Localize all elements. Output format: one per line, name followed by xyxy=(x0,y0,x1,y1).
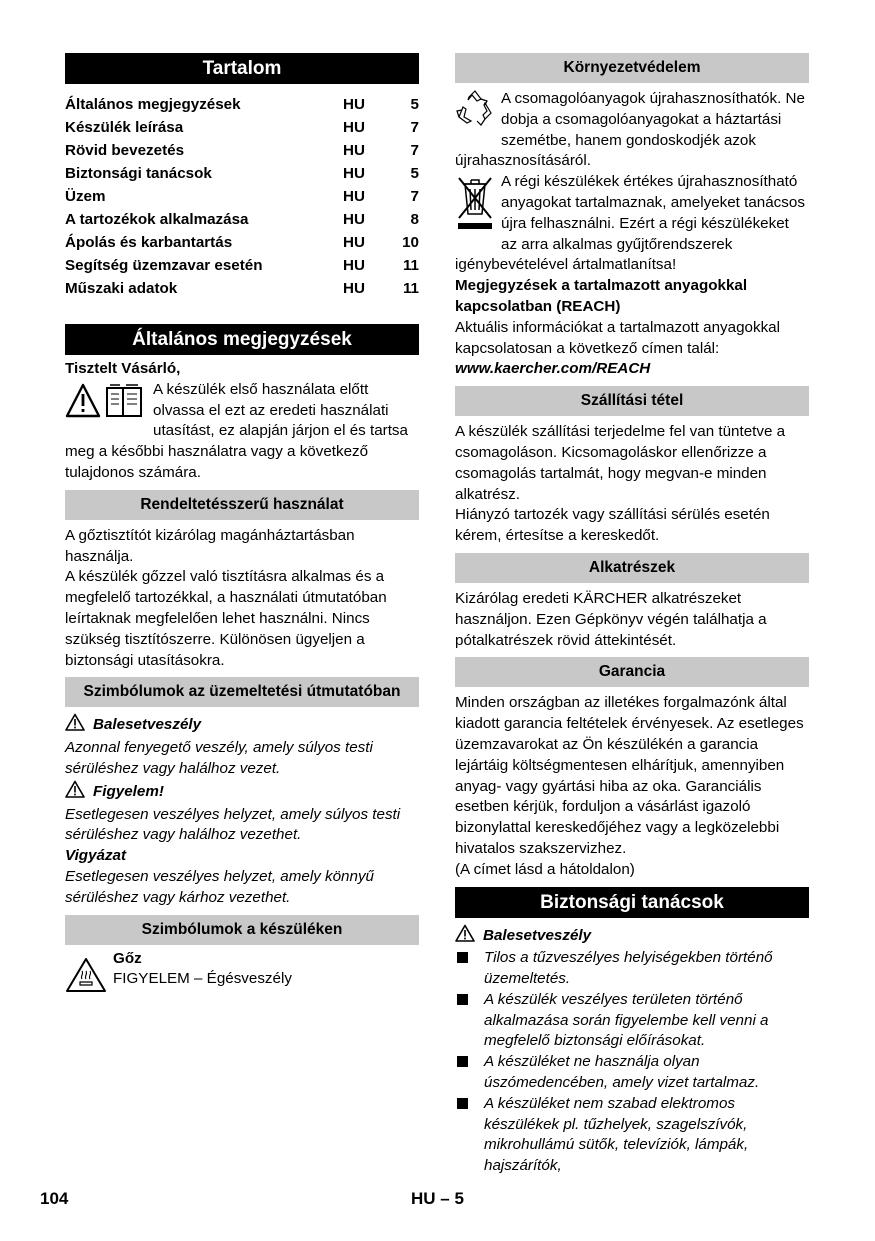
read-manual-icon xyxy=(65,382,147,427)
safety-danger-heading: Balesetveszély xyxy=(455,924,809,949)
toc-page: 5 xyxy=(410,165,419,183)
toc-label: Biztonsági tanácsok xyxy=(65,165,212,183)
section-page: HU – 5 xyxy=(411,1189,464,1208)
general-text: A készülék első használata előtt olvassa el ezt az eredeti használati utasítást, ez alapján járjon el és tartsa meg a későbbi használatra vagy a következő tulajdonos számára. xyxy=(65,380,408,481)
toc-lang: HU xyxy=(343,211,365,229)
toc-row[interactable] xyxy=(65,117,419,140)
toc-lang: HU xyxy=(343,142,365,160)
toc-label: Készülék leírása xyxy=(65,119,184,137)
toc-row[interactable] xyxy=(65,140,419,163)
toc-label: Általános megjegyzések xyxy=(65,96,241,114)
hot-steam-warning-icon xyxy=(65,957,107,1000)
toc-heading: Tartalom xyxy=(65,53,419,84)
right-column xyxy=(455,53,809,1177)
toc-row[interactable] xyxy=(65,278,419,301)
toc-row[interactable] xyxy=(65,94,419,117)
toc-row[interactable] xyxy=(65,209,419,232)
toc-row[interactable] xyxy=(65,186,419,209)
spare-parts-heading: Alkatrészek xyxy=(455,553,809,583)
warning-text: Esetlegesen veszélyes helyzet, amely súlyos testi sérüléshez vagy halálhoz vezethet. xyxy=(65,805,401,844)
steam-label: Gőz xyxy=(113,949,142,967)
environment-heading: Környezetvédelem xyxy=(455,53,809,83)
warranty-address-note: (A címet lásd a hátoldalon) xyxy=(455,860,635,878)
recycle-icon xyxy=(455,89,495,134)
recycle-block xyxy=(455,89,809,172)
steam-symbol-row xyxy=(65,949,419,1000)
warning-triangle-icon xyxy=(455,924,475,949)
intended-use-heading: Rendeltetésszerű használat xyxy=(65,490,419,520)
toc-lang: HU xyxy=(343,119,365,137)
danger-text: Azonnal fenyegető veszély, amely súlyos testi sérüléshez vagy halálhoz vezet. xyxy=(65,739,373,777)
warning-triangle-icon xyxy=(65,713,85,738)
safety-list xyxy=(455,948,809,1177)
warning-heading: Figyelem! xyxy=(65,780,419,805)
left-column xyxy=(65,53,419,999)
symbols-device-heading: Szimbólumok a készüléken xyxy=(65,915,419,945)
toc-row[interactable] xyxy=(65,232,419,255)
toc-lang: HU xyxy=(343,165,365,183)
toc-page: 11 xyxy=(402,280,419,298)
toc-page: 11 xyxy=(402,257,419,275)
caution-heading: Vigyázat xyxy=(65,847,127,865)
toc-lang: HU xyxy=(343,188,365,206)
reach-heading: Megjegyzések a tartalmazott anyagokkal kapcsolatban (REACH) xyxy=(455,277,748,315)
toc-lang: HU xyxy=(343,96,365,114)
weee-block xyxy=(455,172,809,276)
delivery-heading: Szállítási tétel xyxy=(455,386,809,416)
toc-lang: HU xyxy=(343,257,365,275)
toc-row[interactable] xyxy=(65,255,419,278)
toc-label: Ápolás és karbantartás xyxy=(65,234,233,252)
intended-use-p1: A gőztisztítót kizárólag magánháztartásban használja. xyxy=(65,526,355,565)
toc-row[interactable] xyxy=(65,163,419,186)
toc-label: A tartozékok alkalmazása xyxy=(65,211,249,229)
toc-page: 7 xyxy=(410,119,419,137)
warranty-text: Minden országban az illetékes forgalmazónk által kiadott garancia feltételek érvényesek. Az esetleges üzemzavarokat az Ön készülékén a garancia lejártáig költségmentesen elhárítjuk, amennyiben anyag- vagy gyártási hiba az oka. Garanciális esetben kérjük, forduljon a vásárlást igazoló bizonylattal kereskedőjéhez vagy a legközelebbi hivatalos szakszervizhez. xyxy=(455,694,804,857)
weee-text: A régi készülékek értékes újrahasznosítható anyagokat tartalmaznak, amelyeket tanácsos újra felhasználni. Ezért a régi készülékeket az arra alkalmas gyűjtőrendszerek igénybevételével ártalmatlanítsa! xyxy=(455,173,805,274)
general-heading: Általános megjegyzések xyxy=(65,324,419,355)
toc-label: Műszaki adatok xyxy=(65,280,178,298)
general-notice xyxy=(65,380,419,484)
toc-lang: HU xyxy=(343,280,365,298)
caution-text: Esetlegesen veszélyes helyzet, amely könnyű sérüléshez vagy kárhoz vezethet. xyxy=(65,867,374,906)
toc-label: Segítség üzemzavar esetén xyxy=(65,257,263,275)
steam-text: FIGYELEM – Égésveszély xyxy=(113,970,292,988)
spare-parts-text: Kizárólag eredeti KÄRCHER alkatrészeket használjon. Ezen Gépkönyv végén találhatja a pótalkatrészek rövid áttekintését. xyxy=(455,589,767,649)
list-item: A készüléket nem szabad elektromos készülékek pl. tűzhelyek, szagelszívók, mikrohullámú sütők, televíziók, lámpák, hajszárítók, xyxy=(455,1094,809,1177)
toc-label: Üzem xyxy=(65,188,106,206)
greeting: Tisztelt Vásárló, xyxy=(65,360,181,377)
list-item: A készüléket ne használja olyan úszómedencében, amely vizet tartalmaz. xyxy=(455,1052,809,1094)
toc-page: 7 xyxy=(410,142,419,160)
symbols-manual-heading: Szimbólumok az üzemeltetési útmutatóban xyxy=(65,677,419,707)
toc-label: Rövid bevezetés xyxy=(65,142,185,160)
reach-text: Aktuális információkat a tartalmazott anyagokkal kapcsolatosan a következő címen talál: xyxy=(455,318,780,357)
crossed-bin-icon xyxy=(455,174,495,239)
page-number: 104 xyxy=(40,1189,69,1208)
warning-triangle-icon xyxy=(65,780,85,805)
toc-table xyxy=(65,94,419,301)
toc-page: 10 xyxy=(402,234,419,252)
toc-page: 7 xyxy=(410,188,419,206)
toc-lang: HU xyxy=(343,234,365,252)
intended-use-p2: A készülék gőzzel való tisztításra alkalmas és a megfelelő tartozékkal, a használati útmutatóban leírtaknak megfelelően lehet használni. Nincs szükség tisztítószerre. Különösen ügyeljen a biztonsági utasításokra. xyxy=(65,568,387,669)
list-item: Tilos a tűzveszélyes helyiségekben történő üzemeltetés. xyxy=(455,948,809,990)
toc-page: 8 xyxy=(410,211,419,229)
reach-link[interactable]: www.kaercher.com/REACH xyxy=(455,360,651,378)
delivery-p2: Hiányzó tartozék vagy szállítási sérülés esetén kérem, értesítse a kereskedőt. xyxy=(455,506,770,545)
delivery-p1: A készülék szállítási terjedelme fel van tüntetve a csomagoláson. Kicsomagoláskor ellenőrizze a csomagolás tartalmát, hogy megvan-e minden alkatrész. xyxy=(455,423,786,503)
warranty-heading: Garancia xyxy=(455,657,809,687)
toc-page: 5 xyxy=(410,96,419,114)
recycle-text: A csomagolóanyagok újrahasznosíthatók. Ne dobja a csomagolóanyagokat a háztartási szemétbe, hanem gondoskodjék azok újrahasznosításáról. xyxy=(455,90,805,170)
danger-heading: Balesetveszély xyxy=(65,713,419,738)
list-item: A készülék veszélyes területen történő alkalmazása során figyelembe kell venni a megfelelő biztonsági előírásokat. xyxy=(455,990,809,1052)
safety-heading: Biztonsági tanácsok xyxy=(455,887,809,918)
